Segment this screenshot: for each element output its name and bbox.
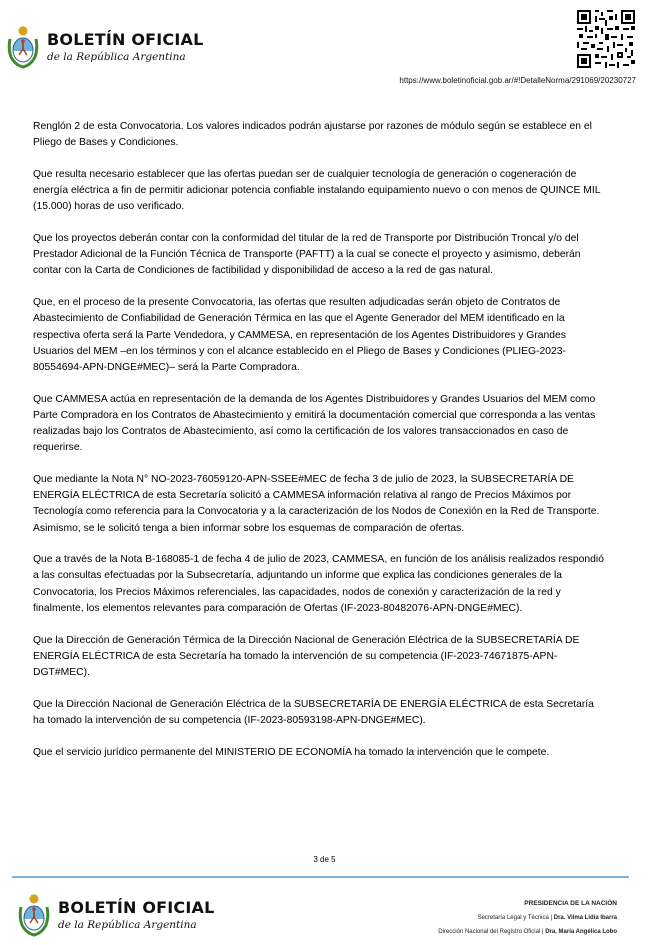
boletin-oficial-logo[interactable] bbox=[5, 25, 204, 69]
footer-credits bbox=[438, 897, 617, 939]
document-url[interactable]: https://www.boletinoficial.gob.ar/#!DetalleNorma/291069/20230727 bbox=[399, 76, 636, 85]
paragraph: Que resulta necesario establecer que las ofertas puedan ser de cualquier tecnología de generación o cogeneración de energía eléctrica a fin de permitir adicionar potencia confiable instalando equipamiento nuevo o con menos de QUINCE MIL (15.000) horas de uso verificado. bbox=[33, 168, 601, 213]
footer-line2-name: Dra. María Angélica Lobo bbox=[545, 929, 617, 935]
footer-line1-prefix: Secretaría Legal y Técnica | bbox=[477, 915, 554, 921]
qr-code-icon bbox=[577, 10, 635, 68]
coat-of-arms-icon bbox=[16, 893, 52, 937]
brand-title: BOLETÍN OFICIAL bbox=[47, 29, 204, 49]
paragraph: Renglón 2 de esta Convocatoria. Los valores indicados podrán ajustarse por razones de módulo según se establece en el Pliego de Bases y Condiciones. bbox=[33, 121, 592, 149]
paragraph: Que CAMMESA actúa en representación de la demanda de los Agentes Distribuidores y Grandes Usuarios del MEM como Parte Compradora en los Contratos de Abastecimiento y emitirá la documentación comercial que corresponda a las ventas realizadas bajo los Contratos de Abastecimiento, así como la certificación de los valores transaccionados en caso de requerirse. bbox=[33, 393, 596, 454]
presidency-label: PRESIDENCIA DE LA NACIÓN bbox=[524, 900, 617, 907]
page-number: 3 de 5 bbox=[313, 855, 336, 864]
paragraph: Que la Dirección de Generación Térmica de la Dirección Nacional de Generación Eléctrica de la SUBSECRETARÍA DE ENERGÍA ELÉCTRICA de esta Secretaría ha tomado la intervención de su competencia (IF-2023-74671875-APN-DGT#MEC). bbox=[33, 634, 580, 678]
brand-subtitle: de la República Argentina bbox=[47, 50, 186, 63]
paragraph: Que a través de la Nota B-168085-1 de fecha 4 de julio de 2023, CAMMESA, en función de los análisis realizados respondió a las consultas efectuadas por la Subsecretaría, adjuntando un informe que explica las condiciones generales de la Convocatoria, los Precios Máximos referenciales, las capacidades, nodos de conexión y caracterización de la red y finalmente, los elementos relevantes para comparación de Ofertas (IF-2023-80482076-APN-DNGE#MEC). bbox=[33, 554, 604, 614]
footer-divider bbox=[12, 876, 629, 878]
paragraph: Que los proyectos deberán contar con la conformidad del titular de la red de Transporte por Distribución Troncal y/o del Prestador Adicional de la Función Técnica de Transporte (PAFTT) a la cual se conecte el proyecto y asimismo, deberán contar con la Carta de Condiciones de factibilidad y disponibilidad de acceso a la red de gas natural. bbox=[33, 233, 581, 277]
paragraph: Que el servicio jurídico permanente del MINISTERIO DE ECONOMÍA ha tomado la intervención que le compete. bbox=[33, 746, 550, 758]
page-header bbox=[0, 0, 649, 90]
footer-brand-subtitle: de la República Argentina bbox=[58, 918, 197, 931]
footer-line2-prefix: Dirección Nacional del Registro Oficial | bbox=[438, 929, 546, 935]
footer-line-direccion bbox=[438, 925, 617, 939]
paragraph: Que, en el proceso de la presente Convocatoria, las ofertas que resulten adjudicadas serán objeto de Contratos de Abastecimiento de Confiabilidad de Generación Térmica en las que el Agente Generador del MEM identificado en la respectiva oferta será la Parte Vendedora, y CAMMESA, en representación de los Agentes Distribuidores y Grandes Usuarios del MEM –en los términos y con el alcance establecido en el Pliego de Bases y Condiciones (PLIEG-2023-80554694-APN-DNGE#MEC)– será la Parte Compradora. bbox=[33, 297, 566, 373]
paragraph: Que mediante la Nota N° NO-2023-76059120-APN-SSEE#MEC de fecha 3 de julio de 2023, la SUBSECRETARÍA DE ENERGÍA ELÉCTRICA de esta Secretaría solicitó a CAMMESA información relativa al rango de Precios Máximos por Tecnología como referencia para la Convocatoria y a la caracterización de los Nodos de Conexión en la Red de Transporte. Asimismo, se le solicitó tenga a bien informar sobre los esquemas de comparación de ofertas. bbox=[33, 473, 600, 534]
footer-brand-title: BOLETÍN OFICIAL bbox=[58, 897, 215, 917]
coat-of-arms-icon bbox=[5, 25, 41, 69]
paragraph: Que la Dirección Nacional de Generación Eléctrica de la SUBSECRETARÍA DE ENERGÍA ELÉCTRICA de esta Secretaría ha tomado la intervención de su competencia (IF-2023-80593198-APN-DNGE#MEC). bbox=[33, 698, 594, 726]
footer-line1-name: Dra. Vilma Lidia Ibarra bbox=[553, 915, 617, 921]
document-body bbox=[33, 119, 605, 776]
footer-line-secretaria bbox=[438, 911, 617, 925]
footer-boletin-oficial-logo[interactable] bbox=[16, 893, 215, 937]
